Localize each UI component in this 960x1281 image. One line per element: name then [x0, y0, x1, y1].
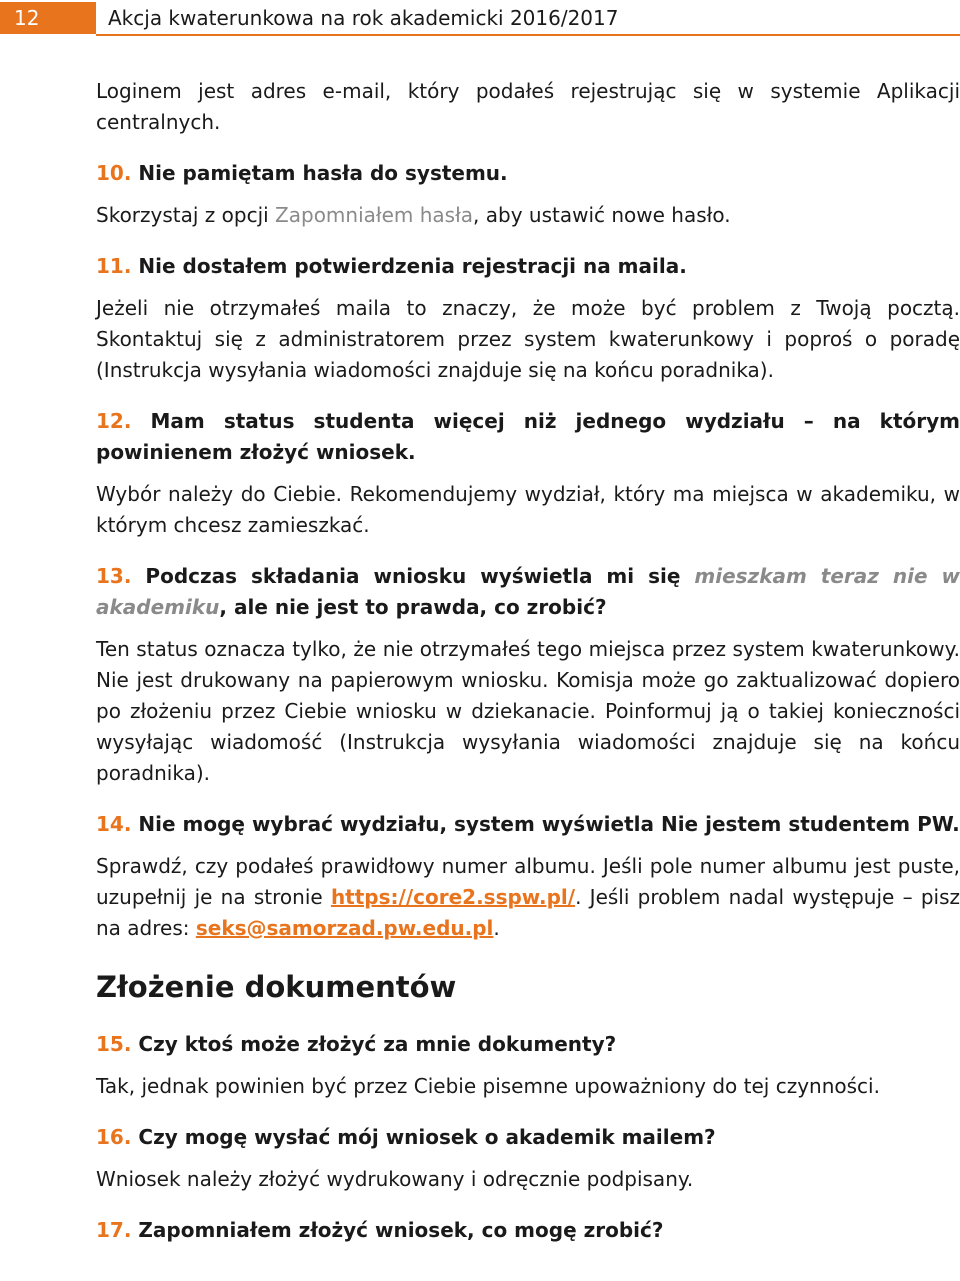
question-17 — [96, 1215, 960, 1246]
header-title: Akcja kwaterunkowa na rok akademicki 2016/2017 — [108, 6, 619, 30]
question-title: Mam status studenta więcej niż jednego wydziału – na którym powinienem złożyć wniosek. — [96, 409, 960, 464]
core2-link[interactable]: https://core2.sspw.pl/ — [330, 885, 576, 909]
question-16 — [96, 1122, 960, 1153]
question-number: 10. — [96, 161, 132, 185]
question-14 — [96, 809, 960, 840]
question-11 — [96, 251, 960, 282]
question-number: 16. — [96, 1125, 132, 1149]
header-rule — [96, 34, 960, 36]
status-label: mieszkam teraz nie w akademiku — [96, 564, 960, 619]
question-title: Zapomniałem złożyć wniosek, co mogę zrobić? — [138, 1218, 664, 1242]
answer-text: , aby ustawić nowe hasło. — [473, 203, 731, 227]
intro-paragraph: Loginem jest adres e-mail, który podałeś rejestrując się w systemie Aplikacji centralnych. — [96, 79, 960, 134]
question-number: 17. — [96, 1218, 132, 1242]
section-heading: Złożenie dokumentów — [96, 970, 457, 1004]
answer-10 — [96, 200, 960, 231]
forgot-password-option: Zapomniałem hasła — [275, 203, 474, 227]
question-15 — [96, 1029, 960, 1060]
question-number: 12. — [96, 409, 132, 433]
question-number: 13. — [96, 564, 132, 588]
answer-text: Skorzystaj z opcji — [96, 203, 276, 227]
answer-12: Wybór należy do Ciebie. Rekomendujemy wydział, który ma miejsca w akademiku, w którym chcesz zamieszkać. — [96, 482, 960, 537]
page-content — [96, 76, 960, 1246]
email-link[interactable]: seks@samorzad.pw.edu.pl — [195, 916, 494, 940]
question-10 — [96, 158, 960, 189]
answer-text: Sprawdź, czy podałeś prawidłowy numer albumu. Jeśli pole numer albumu jest puste, uzupełnij je na stronie — [96, 854, 960, 909]
answer-11: Jeżeli nie otrzymałeś maila to znaczy, że może być problem z Twoją pocztą. Skontaktuj się z administratorem przez system kwaterunkowy i poproś o poradę (Instrukcja wysyłania wiadomości znajduje się na końcu poradnika). — [96, 296, 960, 382]
question-number: 15. — [96, 1032, 132, 1056]
answer-text: . — [493, 916, 500, 940]
page-header — [0, 0, 960, 36]
answer-13: Ten status oznacza tylko, że nie otrzymałeś tego miejsca przez system kwaterunkowy. Nie jest drukowany na papierowym wniosku. Komisja może go zaktualizować dopiero po złożeniu przez Ciebie wniosku w dziekanacie. Poinformuj ją o takiej konieczności wysyłając wiadomość (Instrukcja wysyłania wiadomości znajduje się na końcu poradnika). — [96, 637, 960, 785]
question-13 — [96, 561, 960, 623]
question-title: Nie pamiętam hasła do systemu. — [138, 161, 508, 185]
answer-text: . Jeśli problem nadal występuje – pisz na adres: — [96, 885, 960, 940]
question-title-end: , ale nie jest to prawda, co zrobić? — [219, 595, 607, 619]
question-title: Nie dostałem potwierdzenia rejestracji na maila. — [138, 254, 687, 278]
question-title: Podczas składania wniosku wyświetla mi się — [145, 564, 695, 588]
answer-14 — [96, 851, 960, 944]
question-title: Czy mogę wysłać mój wniosek o akademik mailem? — [138, 1125, 716, 1149]
answer-15: Tak, jednak powinien być przez Ciebie pisemne upoważniony do tej czynności. — [96, 1074, 880, 1098]
page-number: 12 — [0, 2, 96, 34]
answer-16: Wniosek należy złożyć wydrukowany i odręcznie podpisany. — [96, 1167, 694, 1191]
question-number: 14. — [96, 812, 132, 836]
question-title: Nie mogę wybrać wydziału, system wyświetla Nie jestem studentem PW. — [138, 812, 960, 836]
question-12 — [96, 406, 960, 468]
question-title: Czy ktoś może złożyć za mnie dokumenty? — [138, 1032, 617, 1056]
question-number: 11. — [96, 254, 132, 278]
